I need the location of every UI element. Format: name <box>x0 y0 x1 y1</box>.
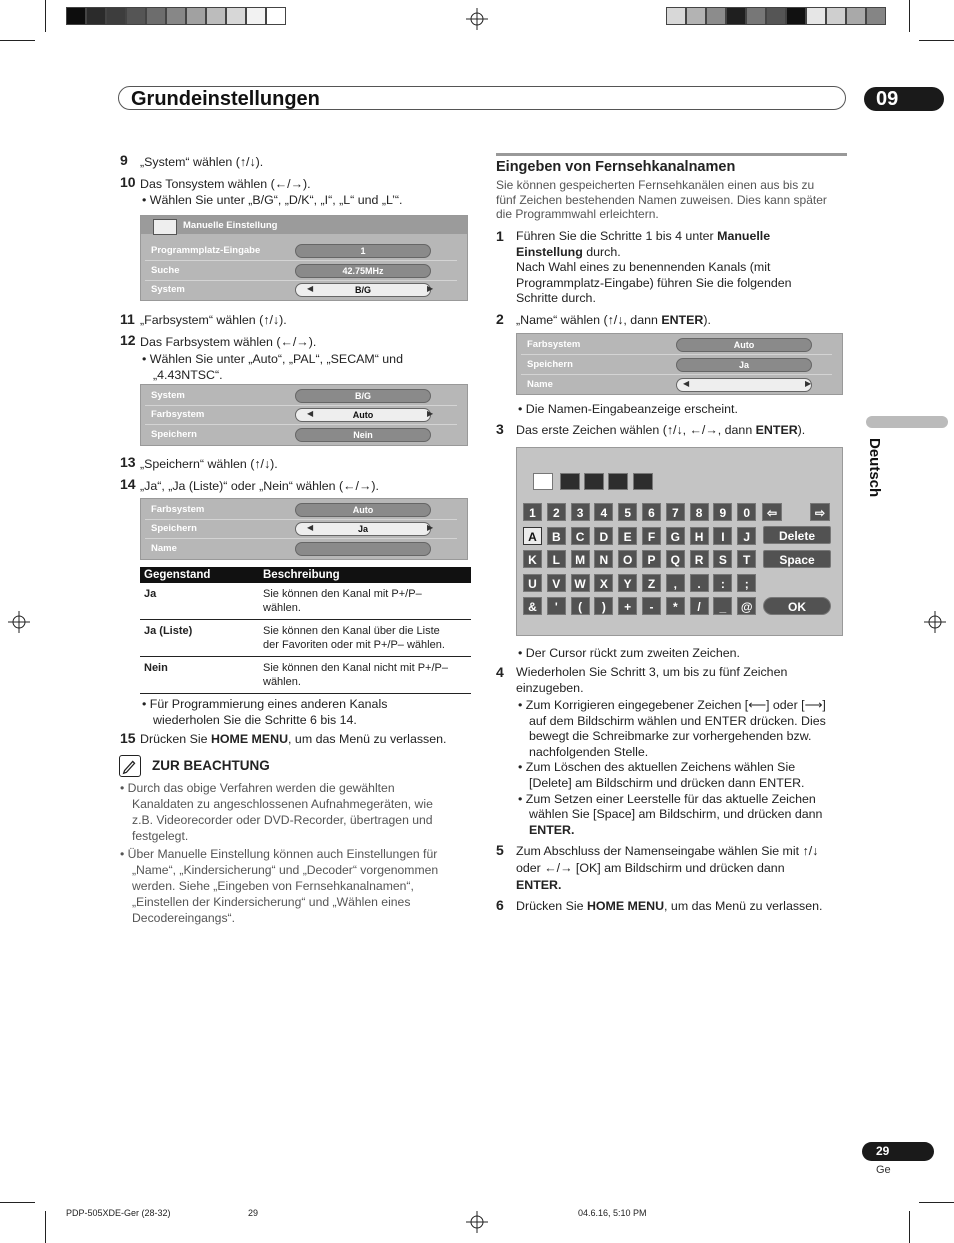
divider <box>145 424 457 425</box>
key-W[interactable]: W <box>571 574 590 592</box>
color-swatch <box>66 7 86 25</box>
text-line: Programmplatz-Eingabe) führen Sie die folgenden <box>516 275 792 290</box>
table-row <box>140 620 471 657</box>
note-line: z.B. Videorecorder oder DVD-Recorder, übertragen und <box>132 813 433 827</box>
text-segment: HOME MENU <box>586 899 665 913</box>
key-K[interactable]: K <box>523 550 542 568</box>
options-table <box>140 567 471 694</box>
text-segment: , um das Menü zu verlassen. <box>664 899 823 913</box>
step-text <box>516 898 822 914</box>
osd-row-label: Speichern <box>527 359 573 370</box>
osd-row-value: 42.75MHz <box>295 264 431 278</box>
osd-row-value: Ja <box>676 358 812 372</box>
intro-line: die Programmwahl erleichtern. <box>496 207 659 221</box>
arrow-right-icon: ▶ <box>427 523 434 532</box>
crop-mark <box>919 40 954 41</box>
key-X[interactable]: X <box>594 574 613 592</box>
arrow-left-icon: ◀ <box>307 409 314 418</box>
text-segment: Drücken Sie <box>140 732 211 746</box>
color-bar-left <box>66 7 286 25</box>
table-cell <box>259 620 471 657</box>
divider <box>145 538 457 539</box>
key-2[interactable]: 2 <box>547 503 566 521</box>
note-line: „Einstellen der Kindersicherung“ und „Wählen eines <box>132 895 411 909</box>
color-swatch <box>166 7 186 25</box>
step-number: 11 <box>120 311 135 327</box>
name-entry-keyboard <box>516 447 843 636</box>
bullet-text: • Wählen Sie unter „Auto“, „PAL“, „SECAM“ und <box>142 352 403 366</box>
intro-line: fünf Zeichen bestehenden Namen zuweisen. Dies kann später <box>496 192 827 207</box>
table-header: Gegenstand <box>140 567 259 583</box>
key-9[interactable]: 9 <box>713 503 732 521</box>
color-bar-right <box>666 7 886 25</box>
key-8[interactable]: 8 <box>690 503 709 521</box>
step-number: 1 <box>496 228 504 244</box>
key-L[interactable]: L <box>547 550 566 568</box>
osd-name <box>516 333 843 395</box>
color-swatch <box>826 7 846 25</box>
bullet-text: • Für Programmierung eines anderen Kanals <box>142 697 388 711</box>
text-line: auf dem Bildschirm wählen und ENTER drücken. Dies <box>529 713 826 728</box>
key-G[interactable]: G <box>666 527 685 545</box>
color-swatch <box>706 7 726 25</box>
color-swatch <box>666 7 686 25</box>
chapter-number: 09 <box>876 88 899 110</box>
key-Q[interactable]: Q <box>666 550 685 568</box>
key-I[interactable]: I <box>713 527 732 545</box>
note-line: festgelegt. <box>132 829 189 843</box>
osd-row <box>521 376 832 394</box>
note-title: ZUR BEACHTUNG <box>152 758 270 773</box>
color-swatch <box>266 7 286 25</box>
key-5[interactable]: 5 <box>618 503 637 521</box>
osd-row <box>145 242 457 260</box>
crop-mark <box>909 0 910 32</box>
osd-row-value: B/G <box>295 389 431 403</box>
text-line: Zum Abschluss der Namenseingabe wählen Sie mit ↑/↓ <box>516 844 819 858</box>
osd-row-value <box>676 378 812 392</box>
step-text: „Ja“, „Ja (Liste)“ oder „Nein“ wählen (←/→). <box>140 479 379 493</box>
note-line: Decodereingangs“. <box>132 911 235 925</box>
footer-file: PDP-505XDE-Ger (28-32) <box>66 1208 171 1218</box>
note-line: werden. Siehe „Eingeben von Fernsehkanalnamen“, <box>132 879 414 893</box>
divider <box>521 374 832 375</box>
step-number: 12 <box>120 332 136 348</box>
crop-mark <box>0 1202 35 1203</box>
key-B[interactable]: B <box>547 527 566 545</box>
cursor-back-button[interactable]: ⇦ <box>762 503 782 521</box>
osd-row-value: Auto <box>676 338 812 352</box>
color-swatch <box>86 7 106 25</box>
key-&[interactable]: & <box>523 597 542 615</box>
text-segment: , um das Menü zu verlassen. <box>288 732 447 746</box>
intro-paragraph <box>496 178 827 222</box>
crop-mark <box>909 1211 910 1243</box>
section-heading: Eingeben von Fernsehkanalnamen <box>496 159 736 175</box>
crop-mark <box>919 1202 954 1203</box>
registration-mark-icon <box>466 8 488 30</box>
step-number: 13 <box>120 454 136 470</box>
step-text <box>516 843 818 894</box>
footer-page: 29 <box>248 1208 259 1218</box>
arrow-left-icon: ◀ <box>307 523 314 532</box>
page-title: Grundeinstellungen <box>131 88 320 110</box>
osd-row-label: Name <box>151 543 177 554</box>
key-J[interactable]: J <box>737 527 756 545</box>
color-swatch <box>206 7 226 25</box>
osd-row <box>145 262 457 280</box>
osd-row-label: Suche <box>151 265 180 276</box>
intro-line: Sie können gespeicherten Fernsehkanälen einen aus bis zu <box>496 178 815 192</box>
text-segment: ENTER <box>755 423 798 437</box>
color-swatch <box>766 7 786 25</box>
heading-rule <box>496 153 847 156</box>
arrow-right-icon: ▶ <box>805 379 812 388</box>
osd-row-value: Nein <box>295 428 431 442</box>
color-swatch <box>146 7 166 25</box>
color-swatch <box>186 7 206 25</box>
name-char-slot <box>608 473 628 490</box>
key-C[interactable]: C <box>571 527 590 545</box>
osd-row-label: System <box>151 390 185 401</box>
step-text: „System“ wählen (↑/↓). <box>140 155 264 169</box>
color-swatch <box>786 7 806 25</box>
osd-row <box>145 501 457 519</box>
key-6[interactable]: 6 <box>642 503 661 521</box>
color-swatch <box>106 7 126 25</box>
ok-button[interactable]: OK <box>763 597 831 615</box>
note-paragraph <box>120 780 433 844</box>
text-line: • Zum Korrigieren eingegebener Zeichen [⟵] oder [⟶] <box>518 698 826 712</box>
osd-row-label: Speichern <box>151 523 197 534</box>
text-line: Nach Wahl eines zu benennenden Kanals (mit <box>516 260 771 275</box>
registration-mark-icon <box>924 611 946 633</box>
pencil-icon <box>119 755 141 777</box>
key-M[interactable]: M <box>571 550 590 568</box>
table-cell: Ja (Liste) <box>140 620 259 657</box>
osd-title: Manuelle Einstellung <box>183 220 278 231</box>
key-0[interactable]: 0 <box>737 503 756 521</box>
step-number: 5 <box>496 842 504 858</box>
key-.[interactable]: . <box>690 574 709 592</box>
text-line: bewegt die Schreibmarke zur vorhergehenden bzw. <box>529 729 812 744</box>
key-Y[interactable]: Y <box>618 574 637 592</box>
text-line: wählen Sie [Space] am Bildschirm, und drücken dann <box>529 807 823 822</box>
text-line: ENTER. <box>516 878 562 892</box>
key-F[interactable]: F <box>642 527 661 545</box>
text-line: nachfolgenden Stelle. <box>529 744 649 759</box>
osd-row <box>521 356 832 374</box>
text-segment: ENTER <box>661 313 704 327</box>
language-tab: Deutsch <box>866 438 883 498</box>
key-7[interactable]: 7 <box>666 503 685 521</box>
key-E[interactable]: E <box>618 527 637 545</box>
osd-row-value: Auto <box>295 503 431 517</box>
key-V[interactable]: V <box>547 574 566 592</box>
step-text: „Speichern“ wählen (↑/↓). <box>140 457 278 471</box>
crop-mark <box>0 40 35 41</box>
osd-manual-setting <box>140 215 468 301</box>
text-line: einzugeben. <box>516 681 584 695</box>
registration-mark-icon <box>466 1211 488 1233</box>
step-text <box>516 664 787 696</box>
key-D[interactable]: D <box>594 527 613 545</box>
page-number: 29 <box>876 1144 890 1158</box>
key-4[interactable]: 4 <box>594 503 613 521</box>
key-+[interactable]: + <box>618 597 637 615</box>
language-code: Ge <box>876 1164 891 1176</box>
bullet-text: • Die Namen-Eingabeanzeige erscheint. <box>518 402 738 416</box>
chapter-badge <box>864 87 944 111</box>
osd-row <box>521 336 832 354</box>
osd-row-value: B/G <box>295 283 431 297</box>
key-N[interactable]: N <box>594 550 613 568</box>
key-H[interactable]: H <box>690 527 709 545</box>
color-swatch <box>226 7 246 25</box>
step-number: 2 <box>496 311 504 327</box>
key-Z[interactable]: Z <box>642 574 661 592</box>
key--[interactable]: - <box>642 597 661 615</box>
step-number: 10 <box>120 174 136 190</box>
text-segment: ). <box>703 313 711 327</box>
color-swatch <box>726 7 746 25</box>
registration-mark-icon <box>8 611 30 633</box>
step-number: 9 <box>120 152 128 168</box>
step-text: Das Farbsystem wählen (←/→). <box>140 335 317 349</box>
note-paragraph <box>120 846 438 926</box>
step-number: 15 <box>120 730 136 746</box>
osd-color-system <box>140 384 468 446</box>
name-char-slot <box>633 473 653 490</box>
bullet-text: wiederholen Sie die Schritte 6 bis 14. <box>153 713 357 727</box>
step-text: Das Tonsystem wählen (←/→). <box>140 177 311 191</box>
text-line: Schritte durch. <box>516 291 596 306</box>
step-number: 14 <box>120 476 136 492</box>
osd-row <box>145 406 457 424</box>
footer-date: 04.6.16, 5:10 PM <box>578 1208 647 1218</box>
key-)[interactable]: ) <box>594 597 613 615</box>
key-P[interactable]: P <box>642 550 661 568</box>
osd-row <box>145 281 457 299</box>
step-text <box>516 229 792 307</box>
osd-row-label: Programmplatz-Eingabe <box>151 245 261 256</box>
key-1[interactable]: 1 <box>523 503 542 521</box>
osd-row-value: 1 <box>295 244 431 258</box>
osd-row-label: Farbsystem <box>151 409 205 420</box>
color-swatch <box>686 7 706 25</box>
key-;[interactable]: ; <box>737 574 756 592</box>
step-number: 3 <box>496 421 504 437</box>
step-number: 4 <box>496 664 504 680</box>
osd-row-label: Farbsystem <box>527 339 581 350</box>
osd-row-value <box>295 542 431 556</box>
key-R[interactable]: R <box>690 550 709 568</box>
text-segment: Einstellung <box>516 244 583 259</box>
osd-row <box>145 426 457 444</box>
language-tab-bar <box>866 416 948 428</box>
table-cell <box>259 657 471 694</box>
divider <box>521 354 832 355</box>
tv-icon <box>153 219 177 235</box>
key-A[interactable]: A <box>523 527 542 545</box>
osd-row <box>145 540 457 558</box>
name-char-slot <box>584 473 604 490</box>
text-line: oder ←/→ [OK] am Bildschirm und drücken dann <box>516 861 785 875</box>
color-swatch <box>246 7 266 25</box>
text-line: [Delete] am Bildschirm und drücken dann ENTER. <box>529 775 805 790</box>
cell-line: wählen. <box>263 602 301 614</box>
key-U[interactable]: U <box>523 574 542 592</box>
cursor-forward-button[interactable]: ⇨ <box>810 503 830 521</box>
key-S[interactable]: S <box>713 550 732 568</box>
step-number: 6 <box>496 897 504 913</box>
text-line: • Zum Setzen einer Leerstelle für das aktuelle Zeichen <box>518 791 816 806</box>
key-'[interactable]: ' <box>547 597 566 615</box>
arrow-left-icon: ◀ <box>307 284 314 293</box>
note-line: • Durch das obige Verfahren werden die gewählten <box>120 781 395 795</box>
bullet-text: „4.43NTSC“. <box>153 368 223 382</box>
osd-row-label: Name <box>527 379 553 390</box>
cell-line: Sie können den Kanal mit P+/P– <box>263 588 422 600</box>
name-char-slot <box>560 473 580 490</box>
text-line: Wiederholen Sie Schritt 3, um bis zu fünf Zeichen <box>516 665 788 679</box>
text-segment: HOME MENU <box>210 732 289 746</box>
table-row <box>140 583 471 620</box>
cell-line: Sie können den Kanal über die Liste <box>263 625 440 637</box>
key-:[interactable]: : <box>713 574 732 592</box>
osd-row <box>145 387 457 405</box>
arrow-left-icon: ◀ <box>683 379 690 388</box>
table-cell <box>259 583 471 620</box>
osd-row-value: Ja <box>295 522 431 536</box>
key-/[interactable]: / <box>690 597 709 615</box>
key-*[interactable]: * <box>666 597 685 615</box>
key-@[interactable]: @ <box>737 597 756 615</box>
text-segment: Das erste Zeichen wählen (↑/↓, ←/→, dann <box>516 423 756 437</box>
key-,[interactable]: , <box>666 574 685 592</box>
osd-row-label: Farbsystem <box>151 504 205 515</box>
divider <box>145 260 457 261</box>
text-segment: durch. <box>582 244 621 259</box>
step-text <box>140 731 446 747</box>
arrow-right-icon: ▶ <box>427 284 434 293</box>
delete-button[interactable]: Delete <box>763 526 831 544</box>
space-button[interactable]: Space <box>763 550 831 568</box>
key-T[interactable]: T <box>737 550 756 568</box>
color-swatch <box>126 7 146 25</box>
key-O[interactable]: O <box>618 550 637 568</box>
key-_[interactable]: _ <box>713 597 732 615</box>
color-swatch <box>746 7 766 25</box>
text-segment: ). <box>797 423 806 437</box>
arrow-right-icon: ▶ <box>427 409 434 418</box>
osd-row <box>145 520 457 538</box>
key-3[interactable]: 3 <box>571 503 590 521</box>
crop-mark <box>45 0 46 32</box>
bullet-text: • Der Cursor rückt zum zweiten Zeichen. <box>518 646 740 660</box>
table-header: Beschreibung <box>259 567 471 583</box>
step-text <box>516 422 805 438</box>
text-segment: „Name“ wählen (↑/↓, dann <box>516 313 662 327</box>
crop-mark <box>45 1211 46 1243</box>
page-title-bar <box>118 86 846 110</box>
note-line: • Über Manuelle Einstellung können auch Einstellungen für <box>120 847 438 861</box>
step-text: „Farbsystem“ wählen (↑/↓). <box>140 313 287 327</box>
bullet-text: • Wählen Sie unter „B/G“, „D/K“, „I“, „L“ und „L’“. <box>142 193 403 207</box>
osd-row-label: System <box>151 284 185 295</box>
text-segment: Führen Sie die Schritte 1 bis 4 unter <box>516 229 718 243</box>
cell-line: Sie können den Kanal nicht mit P+/P– <box>263 662 448 674</box>
text-segment: Drücken Sie <box>516 899 587 913</box>
table-cell: Ja <box>140 583 259 620</box>
osd-row-value: Auto <box>295 408 431 422</box>
name-char-slot-active <box>533 473 553 490</box>
bullet-block <box>518 698 826 838</box>
cell-line: der Favoriten oder mit P+/P– wählen. <box>263 639 445 651</box>
osd-row-label: Speichern <box>151 429 197 440</box>
note-line: Kanaldaten zu angeschlossenen Aufnahmegeräten, wie <box>132 797 433 811</box>
key-([interactable]: ( <box>571 597 590 615</box>
osd-store <box>140 498 468 560</box>
color-swatch <box>806 7 826 25</box>
table-header-row <box>140 567 471 583</box>
text-segment: Manuelle <box>717 229 771 243</box>
table-row <box>140 657 471 694</box>
note-line: „Name“, „Kindersicherung“ und „Decoder“ vorgenommen <box>132 863 439 877</box>
text-line: ENTER. <box>529 822 575 837</box>
cell-line: wählen. <box>263 676 301 688</box>
color-swatch <box>846 7 866 25</box>
page-number-badge <box>862 1142 934 1161</box>
text-line: • Zum Löschen des aktuellen Zeichens wählen Sie <box>518 760 796 775</box>
step-text <box>516 312 711 328</box>
color-swatch <box>866 7 886 25</box>
table-cell: Nein <box>140 657 259 694</box>
